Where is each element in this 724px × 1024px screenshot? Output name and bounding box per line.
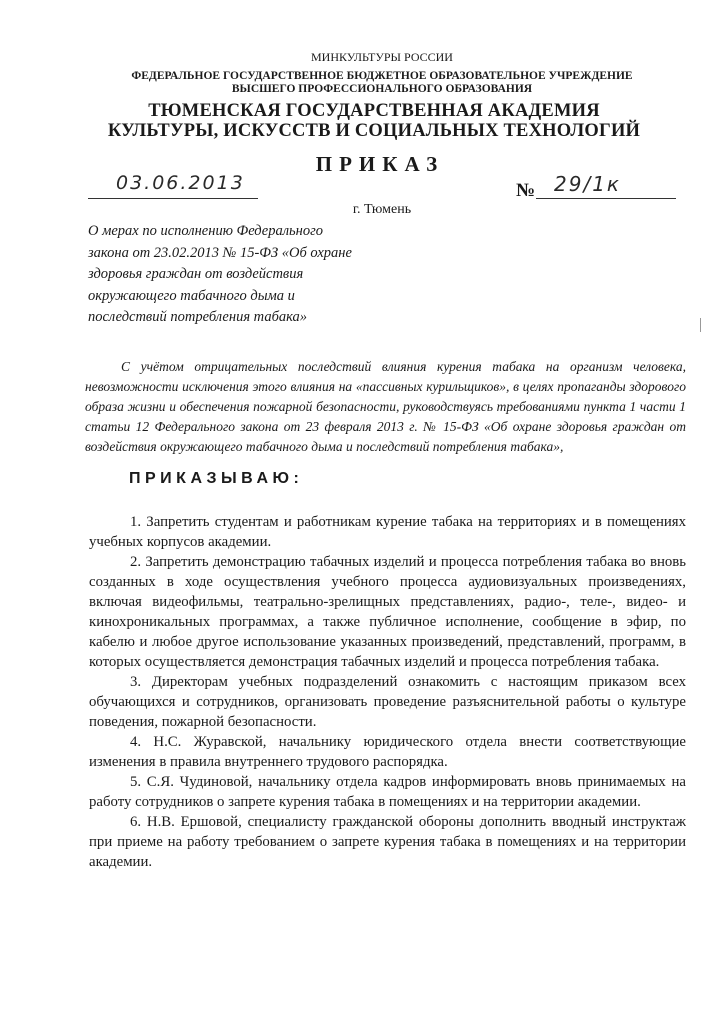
subject-line: окружающего табачного дыма и bbox=[88, 287, 295, 304]
scan-artifact bbox=[700, 318, 701, 332]
subject-line: здоровья граждан от воздействия bbox=[88, 266, 304, 282]
institution-line-1: ФЕДЕРАЛЬНОЕ ГОСУДАРСТВЕННОЕ БЮДЖЕТНОЕ ОБРАЗОВАТЕЛЬНОЕ УЧРЕЖДЕНИЕ bbox=[131, 70, 633, 82]
subject-line: О мерах по исполнению Федерального bbox=[88, 223, 323, 239]
preamble-text: С учётом отрицательных последствий влияния курения табака на организм человека, невозможности исключения этого влияния на «пассивных курильщиков», в целях пропаганды здорового образа жизни и обеспечения пожарной безопасности, руководствуясь требованиями пункта 1 части 1 статьи 12 Федерального закона от 23 февраля 2013 г. № 15-ФЗ «Об охране здоровья граждан от воздействия окружающего табачного дыма и последствий потребления табака», bbox=[85, 358, 686, 454]
order-title: ПРИКАЗ bbox=[315, 152, 445, 176]
order-subject bbox=[88, 221, 418, 329]
order-items bbox=[89, 512, 686, 872]
order-item: 4. Н.С. Журавской, начальнику юридического отдела внести соответствующие изменения в правила внутреннего трудового распорядка. bbox=[89, 734, 686, 770]
academy-line-1: ТЮМЕНСКАЯ ГОСУДАРСТВЕННАЯ АКАДЕМИЯ bbox=[148, 101, 600, 121]
order-number-label: № bbox=[516, 180, 536, 201]
order-number: 29/1к bbox=[536, 172, 676, 199]
order-city: г. Тюмень bbox=[352, 202, 412, 217]
order-item: 3. Директорам учебных подразделений ознакомить с настоящим приказом всех обучающихся и сотрудников, организовать проведение разъяснительной работы о культуре поведения, пожарной безопасности. bbox=[89, 674, 686, 730]
order-item: 5. С.Я. Чудиновой, начальнику отдела кадров информировать вновь принимаемых на работу сотрудников о запрете курения табака в помещениях и на территории академии. bbox=[89, 774, 686, 810]
academy-line-2: КУЛЬТУРЫ, ИСКУССТВ И СОЦИАЛЬНЫХ ТЕХНОЛОГИЙ bbox=[107, 121, 641, 141]
academy-name bbox=[12, 101, 724, 141]
order-item: 6. Н.В. Ершовой, специалисту гражданской обороны дополнить вводный инструктаж при приеме на работу требованием о запрете курения табака в помещениях и на территории академии. bbox=[89, 814, 686, 870]
order-item: 2. Запретить демонстрацию табачных изделий и процесса потребления табака во вновь созданных в ходе осуществления учебного процесса аудиовизуальных произведениях, включая видеофильмы, театрально-зрелищных представлениях, радио-, теле-, видео- и кинохроникальных программах, а также публичное исполнение, сообщение в эфир, по кабелю и любое другое использование указанных произведений, представлений, программ, в которых осуществляется демонстрация табачных изделий и процесса потребления табака. bbox=[89, 554, 686, 670]
ministry-name: МИНКУЛЬТУРЫ РОССИИ bbox=[311, 50, 453, 64]
order-date: 03.06.2013 bbox=[88, 172, 258, 199]
institution-name bbox=[20, 70, 724, 96]
order-item: 1. Запретить студентам и работникам курение табака на территориях и в помещениях учебных корпусов академии. bbox=[89, 514, 686, 550]
decree-heading: ПРИКАЗЫВАЮ: bbox=[129, 470, 304, 487]
institution-line-2: ВЫСШЕГО ПРОФЕССИОНАЛЬНОГО ОБРАЗОВАНИЯ bbox=[231, 83, 533, 95]
subject-line: закона от 23.02.2013 № 15-ФЗ «Об охране bbox=[88, 244, 352, 261]
subject-line: последствий потребления табака» bbox=[88, 309, 308, 325]
